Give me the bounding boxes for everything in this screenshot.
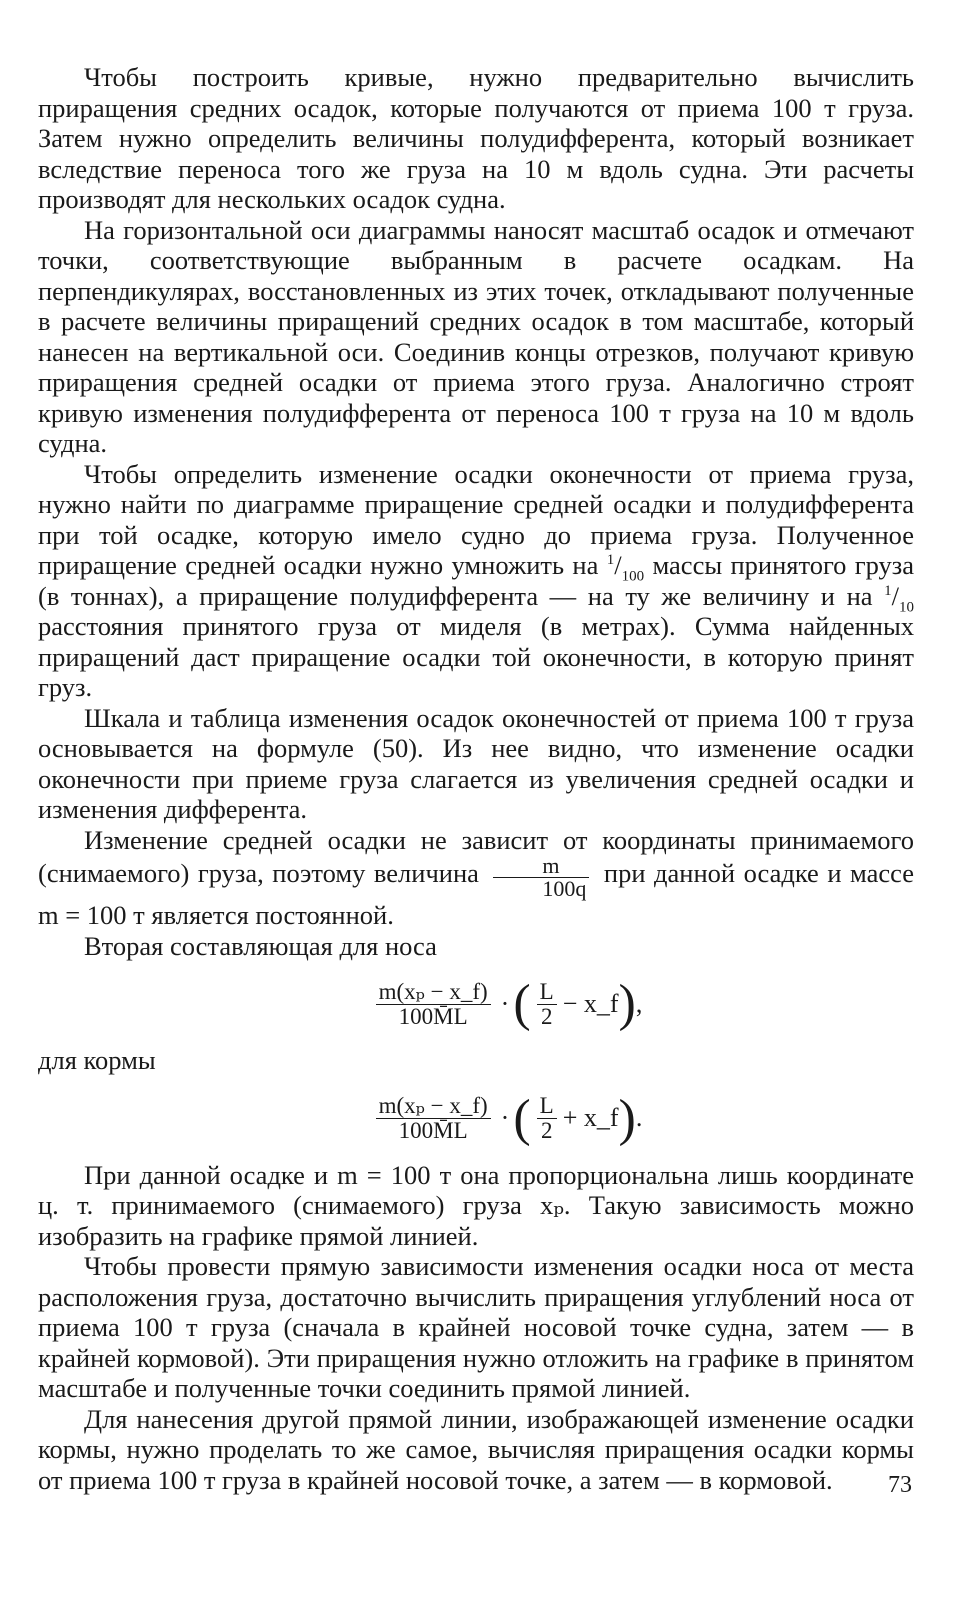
formula-denominator: 100M̄L	[376, 1118, 491, 1143]
fraction-numerator: 1	[884, 582, 892, 599]
right-paren: )	[618, 975, 636, 1032]
fraction-denominator: 100q	[493, 877, 589, 900]
paragraph-5-text-b: при данной осадке и массе m = 100 т является постоянной.	[38, 858, 914, 930]
formula-stern	[38, 1086, 914, 1152]
formula-bow	[38, 971, 914, 1037]
left-paren: (	[513, 1089, 531, 1147]
fraction-numerator: 1	[606, 552, 615, 569]
inner-denominator: 2	[537, 1118, 557, 1143]
inner-numerator: L	[539, 1093, 554, 1118]
paragraph-2: На горизонтальной оси диаграммы наносят масштаб осадок и отмечают точки, соответствующие выбранным в расчете осадкам. На перпендикулярах, восстановленных из этих точек, откладывают полученные в расчете величины приращений средних осадок в том масштабе, который нанесен на вертикальной оси. Соединив концы отрезков, получают кривую приращения средней осадки от приема этого груза. Аналогично строят кривую изменения полудифферента от переноса 100 т груза на 10 м вдоль судна.	[38, 214, 914, 458]
formula-inner-fraction	[537, 1094, 557, 1143]
multiply-dot: ·	[500, 1103, 510, 1133]
inner-numerator: L	[539, 978, 554, 1004]
paragraph-3-text-b: массы принятого груза (в тоннах), а приращение полудифферента — на ту же величину и на	[38, 550, 915, 611]
paragraph-6: Вторая составляющая для носа	[84, 930, 437, 961]
inner-denominator: 2	[537, 1004, 557, 1029]
inline-fraction	[493, 855, 589, 900]
fraction-denominator: 100	[621, 568, 645, 585]
formula-main-fraction	[376, 1094, 491, 1143]
fraction-numerator: m	[542, 853, 560, 878]
paragraph-1: Чтобы построить кривые, нужно предварительно вычислить приращения средних осадок, которые получаются от приема 100 т груза. Затем нужно определить величины полудифферента, который возникает вследствие переноса того же груза на 10 м вдоль судна. Эти расчеты производят для нескольких осадок судна.	[38, 62, 914, 214]
multiply-dot: ·	[500, 988, 510, 1018]
formula-main-fraction	[376, 980, 491, 1029]
page-number: 73	[888, 1472, 912, 1498]
formula-numerator: m(xₚ − x_f)	[378, 1093, 488, 1118]
paragraph-3: Чтобы определить изменение осадки оконечности от приема груза, нужно найти по диаграмме приращение средней осадки и полудифферента при той осадке, которую имело судно до приема груза. Полученное приращение средней осадки нужно умножить на $^1/_{100}$ массы принятого груза (в тоннах), а приращение полудифферента — на ту же величину и на $^1/_{10}$ расстояния принятого груза от миделя (в метрах). Сумма найденных приращений даст приращение осадки той оконечности, в которую принят груз.	[38, 458, 915, 702]
paragraph-10: Для нанесения другой прямой линии, изображающей изменение осадки кормы, нужно проделать то же самое, вычисляя приращения осадки кормы от приема 100 т груза в крайней носовой точке, а затем — в кормовой.	[38, 1403, 914, 1495]
formula-inner-fraction	[537, 980, 557, 1029]
formula-tail: ,	[635, 988, 643, 1018]
formula-operator-term: − x_f	[562, 988, 619, 1018]
paragraph-3-text-c: расстояния принятого груза от миделя (в метрах). Сумма найденных приращений даст приращение осадки той оконечности, в которую принят груз.	[38, 611, 914, 702]
paragraph-7: для кормы	[38, 1045, 156, 1075]
paragraph-9: Чтобы провести прямую зависимости изменения осадки носа от места расположения груза, достаточно вычислить приращения углублений носа от приема 100 т груза (сначала в крайней носовой точке судна, затем — в крайней кормовой). Эти приращения нужно отложить на графике в принятом масштабе и полученные точки соединить прямой линией.	[38, 1251, 914, 1403]
formula-tail: .	[635, 1103, 643, 1133]
paragraph-4: Шкала и таблица изменения осадок оконечностей от приема 100 т груза основывается на формуле (50). Из нее видно, что изменение осадки оконечности при приеме груза слагается из увеличения средней осадки и изменения дифферента.	[38, 702, 914, 824]
fraction-denominator: 10	[899, 598, 915, 615]
paragraph-5	[38, 825, 914, 931]
paragraph-5-text-a: Изменение средней осадки не зависит от координаты принимаемого (снимаемого) груза, поэтому величина	[38, 824, 914, 888]
paragraph-3-text-a: Чтобы определить изменение осадки оконечности от приема груза, нужно найти по диаграмме приращение средней осадки и полудифферента при той осадке, которую имело судно до приема груза. Полученное приращение средней осадки нужно умножить на	[38, 458, 914, 580]
left-paren: (	[513, 975, 531, 1032]
formula-denominator: 100M̄L	[376, 1004, 491, 1029]
page-body	[38, 62, 914, 1495]
right-paren: )	[618, 1089, 636, 1147]
formula-numerator: m(xₚ − x_f)	[378, 978, 488, 1004]
paragraph-8: При данной осадке и m = 100 т она пропорциональна лишь координате ц. т. принимаемого (снимаемого) груза xₚ. Такую зависимость можно изобразить на графике прямой линией.	[38, 1159, 914, 1251]
formula-operator-term: + x_f	[562, 1103, 619, 1133]
